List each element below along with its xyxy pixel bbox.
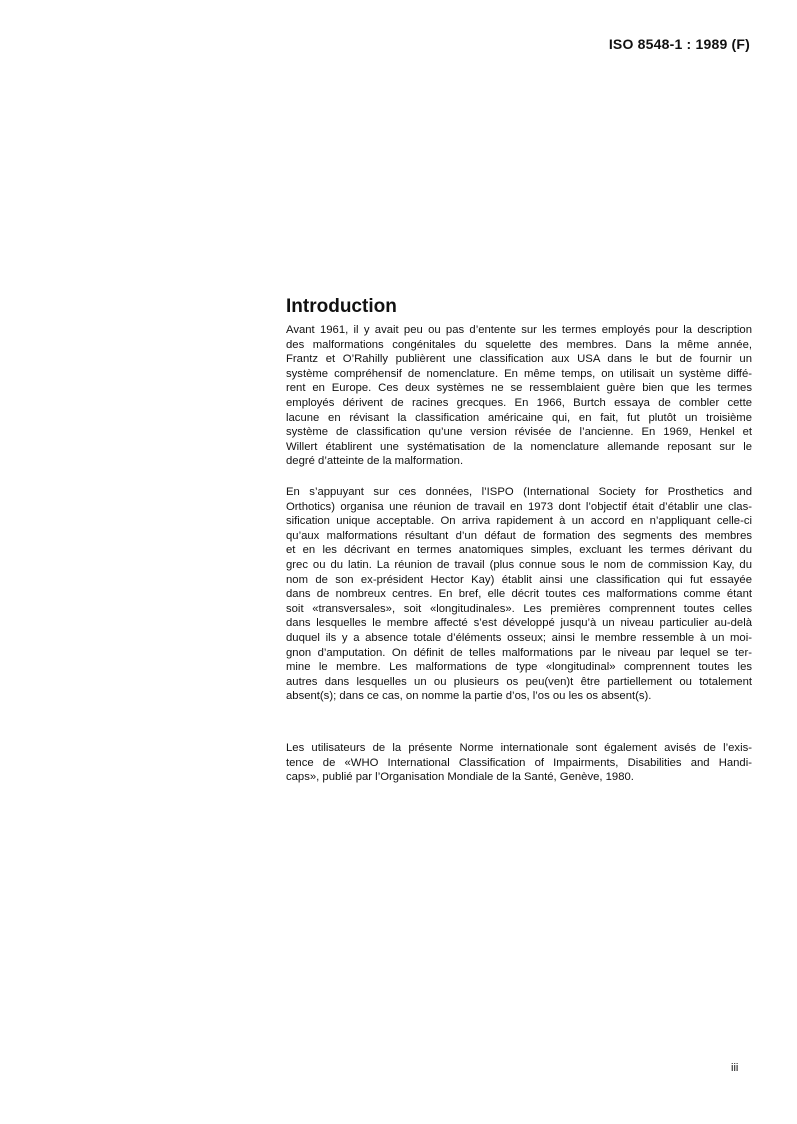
text-line: qu’aux malformations résultant d’un défaut de formation des segments des membres	[286, 529, 752, 542]
paragraph-1	[286, 323, 752, 469]
section-title: Introduction	[286, 296, 397, 317]
text-line: rent en Europe. Ces deux systèmes ne se ressemblaient guère bien que les termes	[286, 382, 752, 395]
document-header-id: ISO 8548-1 : 1989 (F)	[608, 36, 750, 52]
text-line: duquel ils y a absence totale d’éléments osseux; ainsi le membre ressemble à un moi-	[286, 631, 752, 644]
text-line: degré d’atteinte de la malformation.	[286, 455, 464, 468]
text-line: grec ou du latin. La réunion de travail (plus connue sous le nom de commission Kay, du	[286, 558, 752, 571]
text-line: Les utilisateurs de la présente Norme internationale sont également avisés de l’exis-	[286, 742, 752, 754]
text-line: des malformations congénitales du squelette des membres. Dans la même année,	[286, 338, 752, 351]
text-line: système compréhensif de nomenclature. En même temps, on utilisait un système diffé-	[286, 367, 752, 380]
text-line: nom de son ex-président Hector Kay) établit ainsi une classification qui fut essayée	[286, 573, 752, 586]
page-number: iii	[731, 1062, 739, 1074]
paragraph-3	[286, 741, 752, 785]
text-line: employés dérivent de racines grecques. En 1966, Burtch essaya de combler cette	[286, 396, 752, 409]
text-line: et en les décrivant en termes anatomiques simples, excluant les termes dérivant du	[286, 544, 752, 557]
text-line: sification unique acceptable. On arriva rapidement à un accord en n’appliquant celle-ci	[286, 515, 752, 528]
text-line: dans de nombreux centres. En bref, elle décrit toutes ces malformations comme étant	[286, 588, 752, 601]
text-line: En s’appuyant sur ces données, l’ISPO (International Society for Prosthetics and	[286, 486, 752, 498]
text-line: autres dans lesquelles un ou plusieurs os peu(ven)t être partiellement ou totalement	[286, 675, 752, 688]
text-line: système de classification qu’une version révisée de l’ancienne. En 1969, Henkel et	[286, 426, 752, 439]
text-line: Orthotics) organisa une réunion de travail en 1973 dont l’objectif était d’établir une clas-	[286, 500, 752, 513]
text-line: lacune en révisant la classification américaine qui, en fait, fut plutôt un troisième	[286, 411, 752, 424]
text-line: Willert établirent une systématisation de la nomenclature allemande reposant sur le	[286, 440, 752, 453]
text-line: Avant 1961, il y avait peu ou pas d’entente sur les termes employés pour la description	[286, 324, 752, 336]
text-line: tence de «WHO International Classification of Impairments, Disabilities and Handi-	[286, 756, 752, 769]
text-line: gnon d’amputation. On définit de telles malformations par le niveau par lequel se ter-	[286, 646, 752, 659]
text-line: caps», publié par l’Organisation Mondiale de la Santé, Genève, 1980.	[286, 771, 634, 784]
text-line: soit «transversales», soit «longitudinales». Les premières comprennent toutes celles	[286, 602, 752, 615]
paragraph-2	[286, 485, 752, 704]
text-line: dans lesquelles le membre affecté s’est développé jusqu’à un niveau particulier au-delà	[286, 617, 752, 630]
text-line: Frantz et O’Rahilly publièrent une classification aux USA dans le but de fournir un	[286, 353, 752, 366]
text-line: mine le membre. Les malformations de type «longitudinal» comprennent toutes les	[286, 661, 752, 674]
text-line: absent(s); dans ce cas, on nomme la partie d’os, l’os ou les os absent(s).	[286, 690, 652, 703]
